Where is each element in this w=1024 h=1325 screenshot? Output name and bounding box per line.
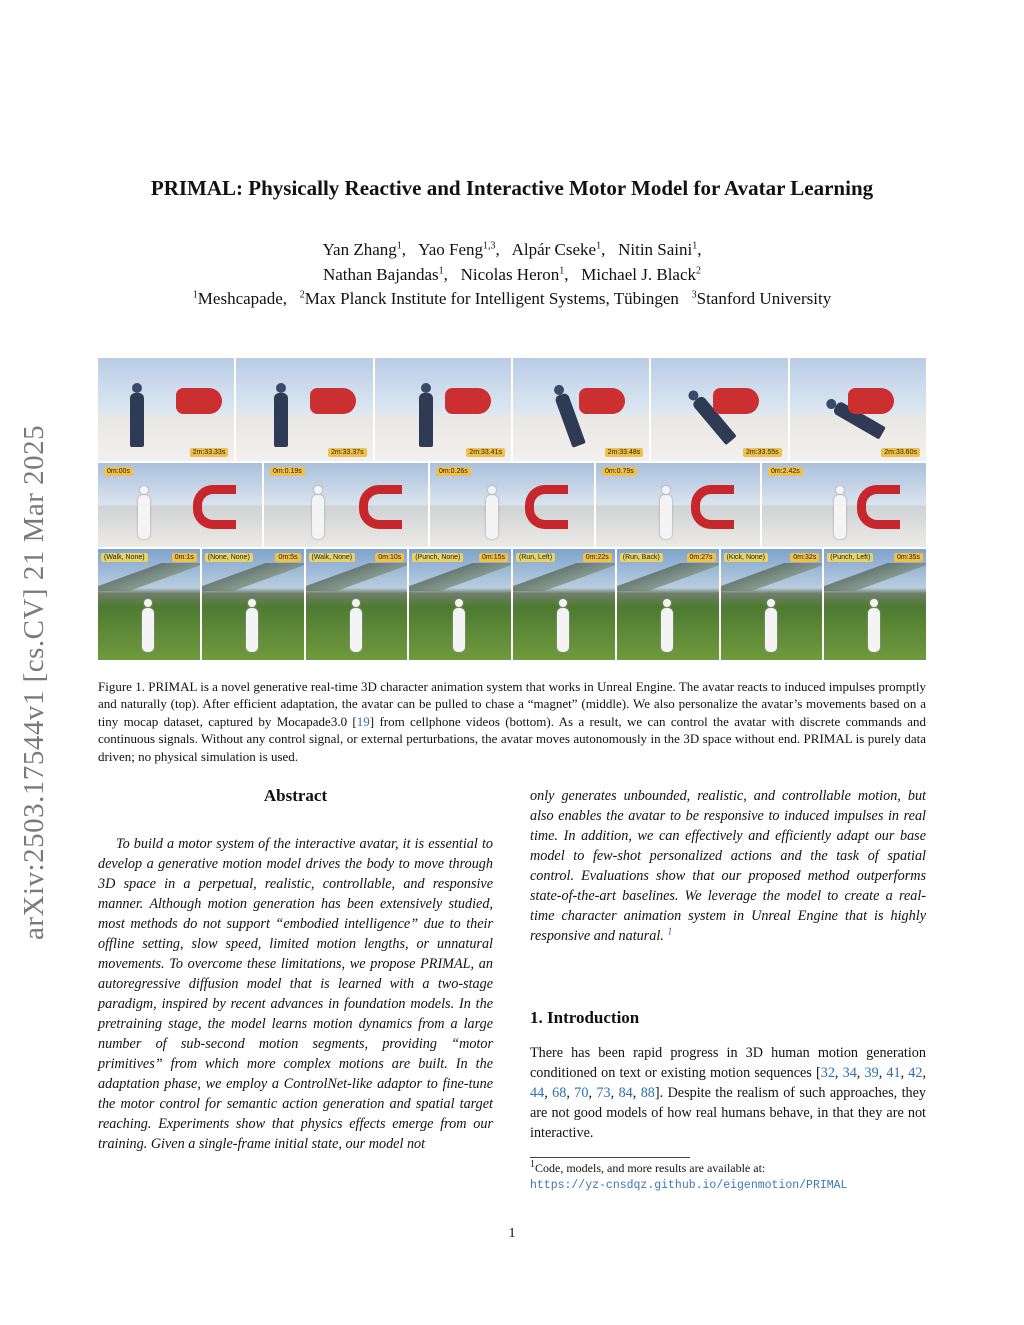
human-avatar xyxy=(453,608,465,652)
page-number: 1 xyxy=(508,1226,516,1241)
figure-panel-action xyxy=(617,549,719,660)
human-avatar xyxy=(138,495,150,539)
figure-row-personalized xyxy=(98,549,926,660)
human-avatar xyxy=(312,495,324,539)
footnote-text: Code, models, and more results are available at: xyxy=(535,1161,766,1175)
author-affiliation-mark: 2 xyxy=(696,265,702,277)
figure-panel-magnet xyxy=(98,463,262,547)
timestamp-label: 2m:33.41s xyxy=(466,448,505,457)
mountain-backdrop xyxy=(721,563,823,591)
author-name: Nicolas Heron xyxy=(460,265,560,284)
author-affiliation-mark: 1 xyxy=(396,240,402,252)
impulse-fist-icon xyxy=(310,388,356,414)
citation-link[interactable]: 34 xyxy=(842,1065,857,1081)
affiliation-number: 1 xyxy=(192,289,198,301)
action-label: (None, None) xyxy=(205,553,253,562)
figure-panel-impulse xyxy=(790,358,926,461)
figure-panel-impulse xyxy=(236,358,372,461)
timestamp-label: 2m:33.37s xyxy=(328,448,367,457)
author-name: Yan Zhang xyxy=(322,240,397,259)
teaser-figure xyxy=(98,358,926,660)
impulse-fist-icon xyxy=(176,388,222,414)
timestamp-label: 0m:27s xyxy=(687,553,716,562)
magnet-icon xyxy=(193,485,236,529)
abstract-text-right xyxy=(530,786,926,946)
mountain-backdrop xyxy=(513,563,615,591)
citation-link[interactable]: 32 xyxy=(820,1065,835,1081)
action-label: (Kick, None) xyxy=(724,553,769,562)
citation-link[interactable]: 19 xyxy=(356,713,370,729)
action-label: (Walk, None) xyxy=(101,553,148,562)
affiliation-number: 3 xyxy=(691,289,697,301)
affiliations xyxy=(60,289,964,309)
citation-link[interactable]: 42 xyxy=(908,1065,923,1081)
timestamp-label: 0m:10s xyxy=(375,553,404,562)
figure-panel-impulse xyxy=(98,358,234,461)
timestamp-label: 0m:0.26s xyxy=(436,467,471,476)
timestamp-label: 0m:1s xyxy=(172,553,197,562)
human-avatar xyxy=(142,608,154,652)
timestamp-label: 0m:15s xyxy=(479,553,508,562)
abstract-text-left: To build a motor system of the interactive avatar, it is essential to develop a generative motion model drives the body to move through 3D space in a perpetual, realistic, controllable, and responsive manner. Although motion generation has been extensively studied, most methods do not support “embodied intelligence” due to their offline setting, slow speed, limited motion lengths, or unnatural movements. To overcome these limitations, we propose PRIMAL, an autoregressive diffusion model that is learned with a two-stage paradigm, inspired by recent advances in foundation models. In the pretraining stage, the model learns motion dynamics from a large number of sub-second motion segments, providing “motor primitives” from which more complex motions are built. In the adaptation phase, we employ a ControlNet-like adaptor to fine-tune the motor control for semantic action generation and spatial target reaching. Experiments show that physics effects emerge from our training. Given a single-frame initial state, our model not xyxy=(98,836,493,1152)
action-label: (Run, Back) xyxy=(620,553,663,562)
human-avatar xyxy=(557,608,569,652)
author-name: Yao Feng xyxy=(418,240,484,259)
caption-text: PRIMAL is a novel generative real-time 3D character animation system that works in Unreal Engine. The avatar reacts to induced impulses promptly and naturally (top). After efficient adaptation, the avatar can be pulled to chase a “magnet” (middle). We also personalize the avatar’s movements based on a tiny mocap dataset, captured by Mocapade3.0 [ xyxy=(98,679,926,729)
mountain-backdrop xyxy=(409,563,511,591)
human-avatar xyxy=(868,608,880,652)
intro-citations: 32, 34, 39, 41, 42, 44, 68, 70, 73, 84, 88 xyxy=(530,1065,927,1101)
timestamp-label: 0m:35s xyxy=(894,553,923,562)
timestamp-label: 0m:0.19s xyxy=(270,467,305,476)
figure-row-impulse xyxy=(98,358,926,461)
figure-panel-action xyxy=(513,549,615,660)
affiliation-number: 2 xyxy=(299,289,305,301)
human-avatar xyxy=(834,495,846,539)
affiliation-name: Stanford University xyxy=(696,289,832,308)
caption-label: Figure 1. xyxy=(98,679,145,694)
timestamp-label: 0m:0.79s xyxy=(602,467,637,476)
citation-link[interactable]: 41 xyxy=(886,1065,901,1081)
abstract-heading: Abstract xyxy=(263,786,328,805)
figure-panel-action xyxy=(306,549,408,660)
timestamp-label: 0m:2.42s xyxy=(768,467,803,476)
magnet-icon xyxy=(359,485,402,529)
introduction-heading: 1. Introduction xyxy=(530,1008,640,1027)
figure-panel-magnet xyxy=(762,463,926,547)
timestamp-label: 2m:33.55s xyxy=(743,448,782,457)
affiliation-name: Max Planck Institute for Intelligent Systems, Tübingen xyxy=(304,289,679,308)
figure-panel-action xyxy=(409,549,511,660)
action-label: (Punch, Left) xyxy=(827,553,873,562)
mountain-backdrop xyxy=(617,563,719,591)
figure-panel-impulse xyxy=(375,358,511,461)
citation-link[interactable]: 88 xyxy=(640,1085,655,1101)
affiliation-name: Meshcapade, xyxy=(197,289,288,308)
figure-panel-action xyxy=(824,549,926,660)
citation-link[interactable]: 84 xyxy=(618,1085,633,1101)
human-avatar xyxy=(661,608,673,652)
mountain-backdrop xyxy=(98,563,200,591)
impulse-fist-icon xyxy=(713,388,759,414)
author-name: Alpár Cseke xyxy=(511,240,597,259)
abstract-text-continued: only generates unbounded, realistic, and controllable motion, but also enables the avatar to be responsive to induced impulses in real time. In addition, we can effectively and efficiently adapt our base model to few-shot personalized actions and the task of spatial control. Evaluations show that our proposed method outperforms state-of-the-art baselines. We leverage the model to create a real-time character animation system in Unreal Engine that is highly responsive and natural. xyxy=(530,788,926,944)
figure-panel-action xyxy=(721,549,823,660)
human-avatar xyxy=(486,495,498,539)
figure-panel-impulse xyxy=(513,358,649,461)
timestamp-label: 0m:00s xyxy=(104,467,133,476)
human-avatar xyxy=(660,495,672,539)
author-affiliation-mark: 1,3 xyxy=(483,240,496,252)
figure-panel-magnet xyxy=(264,463,428,547)
timestamp-label: 2m:33.60s xyxy=(881,448,920,457)
mountain-backdrop xyxy=(824,563,926,591)
paper-title: PRIMAL: Physically Reactive and Interactive Motor Model for Avatar Learning xyxy=(150,176,874,200)
robot-avatar xyxy=(419,393,433,447)
citation-link[interactable]: 68 xyxy=(552,1085,567,1101)
author-line-1: Yan Zhang$^1$, Yao Feng$^{1,3}$, Alpár Cseke$^1$, Nitin Saini$^1$, xyxy=(322,240,702,259)
figure-panel-impulse xyxy=(651,358,787,461)
intro-text: There has been rapid progress in 3D human motion generation conditioned on text or existing motion sequences [ xyxy=(530,1045,926,1081)
figure-panel-magnet xyxy=(430,463,594,547)
figure-panel-magnet xyxy=(596,463,760,547)
figure-panel-action xyxy=(202,549,304,660)
impulse-fist-icon xyxy=(848,388,894,414)
timestamp-label: 0m:5s xyxy=(275,553,300,562)
caption-text: ] from cellphone videos (bottom). As a result, we can control the avatar with discrete commands and continuous signals. Without any control signal, or external perturbations, the avatar moves autonomously in the 3D space without end. PRIMAL is purely data driven; no physical simulation is used. xyxy=(98,713,927,764)
mountain-backdrop xyxy=(306,563,408,591)
human-avatar xyxy=(246,608,258,652)
author-name: Nathan Bajandas xyxy=(322,265,439,284)
author-name: Michael J. Black xyxy=(581,265,697,284)
timestamp-label: 2m:33.48s xyxy=(605,448,644,457)
citation-link[interactable]: 44 xyxy=(530,1085,545,1101)
project-url-link[interactable]: https://yz-cnsdqz.github.io/eigenmotion/PRIMAL xyxy=(530,1179,848,1192)
magnet-icon xyxy=(691,485,734,529)
timestamp-label: 2m:33.33s xyxy=(190,448,229,457)
author-affiliation-mark: 1 xyxy=(438,265,444,277)
author-line-2: Nathan Bajandas$^1$, Nicolas Heron$^1$, Michael J. Black$^2$ xyxy=(322,265,702,284)
action-label: (Run, Left) xyxy=(516,553,555,562)
robot-avatar xyxy=(130,393,144,447)
author-affiliation-mark: 1 xyxy=(692,240,698,252)
human-avatar xyxy=(765,608,777,652)
mountain-backdrop xyxy=(202,563,304,591)
figure-row-magnet xyxy=(98,463,926,547)
footnote xyxy=(530,1160,847,1194)
author-name: Nitin Saini xyxy=(618,240,693,259)
footnote-marker[interactable]: 1 xyxy=(667,926,673,938)
arxiv-identifier: arXiv:2503.17544v1 [cs.CV] 21 Mar 2025 xyxy=(18,424,50,940)
figure-caption xyxy=(98,678,926,765)
intro-text: ]. Despite the realism of such approaches, they are not good models of how real humans behave, in that they are not interactive. xyxy=(530,1085,927,1141)
citation-link[interactable]: 39 xyxy=(864,1065,879,1081)
impulse-fist-icon xyxy=(445,388,491,414)
magnet-icon xyxy=(857,485,900,529)
impulse-fist-icon xyxy=(579,388,625,414)
citation-link[interactable]: 70 xyxy=(574,1085,589,1101)
author-affiliation-mark: 1 xyxy=(559,265,565,277)
introduction-text xyxy=(530,1043,926,1143)
magnet-icon xyxy=(525,485,568,529)
action-label: (Walk, None) xyxy=(309,553,356,562)
robot-avatar xyxy=(274,393,288,447)
figure-panel-action xyxy=(98,549,200,660)
footnote-rule xyxy=(530,1157,690,1158)
human-avatar xyxy=(350,608,362,652)
citation-link[interactable]: 73 xyxy=(596,1085,611,1101)
action-label: (Punch, None) xyxy=(412,553,463,562)
timestamp-label: 0m:32s xyxy=(790,553,819,562)
timestamp-label: 0m:22s xyxy=(583,553,612,562)
author-affiliation-mark: 1 xyxy=(596,240,602,252)
footnote-number: 1 xyxy=(530,1159,535,1170)
